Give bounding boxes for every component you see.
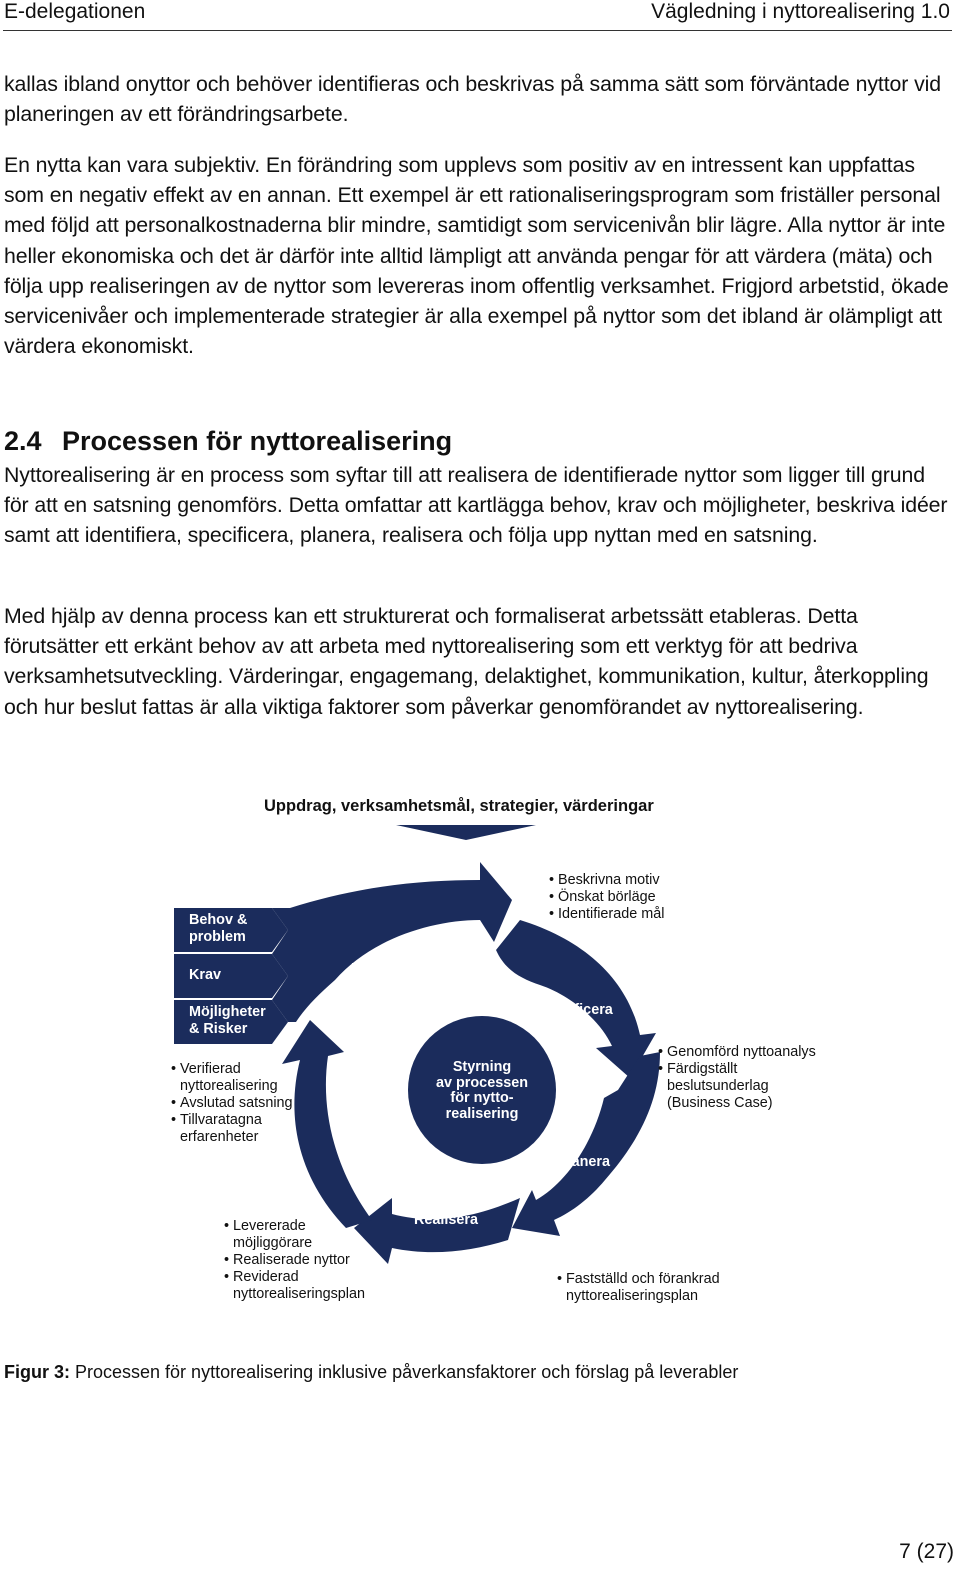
- stage-label-identifiera: Identifiera: [351, 961, 420, 977]
- segment-realisera: [354, 1198, 520, 1264]
- section-heading: [4, 421, 452, 461]
- deliverable-item: • Realiserade nyttor: [224, 1252, 365, 1269]
- deliverable-item: • Fastställd och förankrad nyttorealiseringsplan: [557, 1271, 720, 1305]
- process-diagram: [0, 780, 960, 1340]
- paragraph-process-intro: Nyttorealisering är en process som syftar till att realisera de identifierade nyttor som ligger till grund för att en satsning genomförs. Detta omfattar att kartlägga behov, krav och möjligheter, beskriva idéer samt att identifiera, specificera, planera, realisera och följa upp nyttan med en satsning.: [4, 463, 948, 548]
- deliverable-item: • Önskat börläge: [549, 889, 664, 906]
- header-organization: E-delegationen: [4, 0, 146, 23]
- segment-identifiera: [272, 862, 512, 1022]
- deliverables-identifiera: [549, 872, 664, 923]
- figure-caption-label: Figur 3:: [4, 1362, 70, 1382]
- figure-caption: [4, 1362, 738, 1383]
- deliverable-item: • Verifierad nyttorealisering: [171, 1061, 293, 1095]
- stage-label-realisera: Realisera: [414, 1212, 479, 1228]
- stage-label-planera: Planera: [558, 1154, 610, 1170]
- deliverables-realisera: [224, 1218, 365, 1303]
- figure-caption-text: Processen för nyttorealisering inklusive påverkansfaktorer och förslag på leverabler: [70, 1362, 739, 1382]
- deliverable-item: • Levererade möjliggörare: [224, 1218, 365, 1252]
- deliverable-item: • Avslutad satsning: [171, 1095, 293, 1112]
- top-down-arrow: [396, 825, 536, 840]
- deliverable-item: • Tillvaratagna erfarenheter: [171, 1112, 293, 1146]
- stage-label-folj-upp: Följ upp: [327, 1084, 383, 1100]
- section-number: 2.4: [4, 426, 42, 456]
- deliverables-planera: [557, 1271, 720, 1305]
- deliverables-folj-upp: [171, 1061, 293, 1146]
- segment-folj-upp: [282, 1020, 372, 1228]
- page-number: 7 (27): [899, 1540, 954, 1563]
- paragraph-subjektiv-nytta: En nytta kan vara subjektiv. En förändring som upplevs som positiv av en intressent kan uppfattas som en negativ effekt av en annan. Ett exempel är ett rationaliseringsprogram som friställer personal med följd att personalkostnaderna blir mindre, samtidigt som servicenivån blir lägre. Alla nyttor är inte heller ekonomiska och det är därför inte alltid lämpligt att använda pengar för att värdera (mäta) och följa upp realiseringen av de nyttor som levereras inom offentlig verksamhet. Frigjord arbetstid, ökade servicenivåer och implementerade strategier är alla exempel på nyttor som det ibland är olämpligt att värdera ekonomiskt.: [4, 153, 949, 359]
- deliverable-item: • Reviderad nyttorealiseringsplan: [224, 1269, 365, 1303]
- diagram-top-label: Uppdrag, verksamhetsmål, strategier, värderingar: [264, 797, 654, 815]
- header-rule: [3, 30, 952, 31]
- paragraph-process-method: Med hjälp av denna process kan ett strukturerat och formaliserat arbetssätt etableras. Detta förutsätter ett erkänt behov av att arbeta med nyttorealisering som ett verktyg för att bedriva verksamhetsutveckling. Värderingar, engagemang, delaktighet, kommunikation, kultur, återkoppling och hur beslut fattas är alla viktiga faktorer som påverkar genomförandet av nyttorealisering.: [4, 604, 929, 719]
- input-label-krav: Krav: [189, 967, 221, 983]
- deliverable-item: • Genomförd nyttoanalys: [658, 1044, 816, 1061]
- section-title: Processen för nyttorealisering: [62, 426, 453, 456]
- paragraph-onyttor: kallas ibland onyttor och behöver identifieras och beskrivas på samma sätt som förväntade nyttor vid planeringen av ett förändringsarbete.: [4, 72, 942, 127]
- deliverable-item: • Beskrivna motiv: [549, 872, 664, 889]
- center-hub-label: Styrning av processen för nytto- realisering: [436, 1059, 528, 1122]
- input-label-mojligheter: Möjligheter & Risker: [189, 1004, 266, 1037]
- stage-label-specificera: Specificera: [536, 1002, 613, 1018]
- deliverables-specificera: [658, 1044, 816, 1112]
- input-label-behov: Behov & problem: [189, 912, 248, 945]
- deliverable-item: • Identifierade mål: [549, 906, 664, 923]
- page-header: [0, 0, 960, 34]
- header-document-title: Vägledning i nyttorealisering 1.0: [651, 0, 950, 23]
- deliverable-item: • Färdigställt beslutsunderlag (Business Case): [658, 1061, 816, 1112]
